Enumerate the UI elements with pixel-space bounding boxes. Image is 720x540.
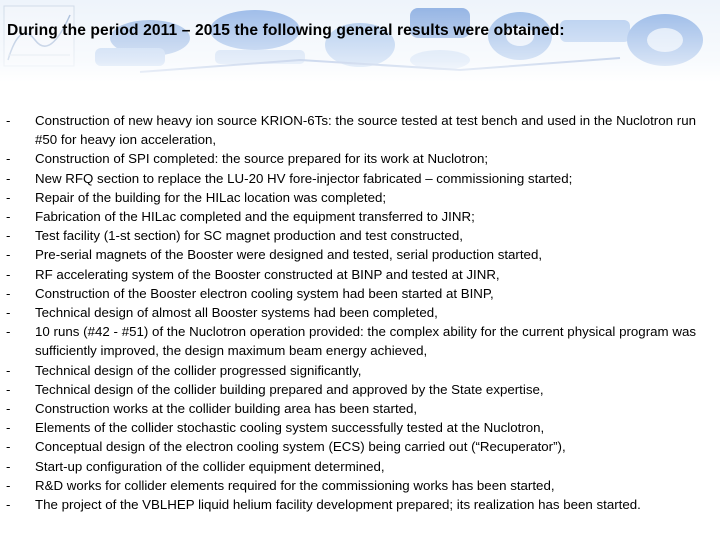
bullet-marker: -	[6, 266, 11, 282]
bullet-marker: -	[6, 305, 11, 321]
list-item	[6, 361, 696, 380]
list-item-text: Fabrication of the HILac completed and the equipment transferred to JINR;	[35, 209, 475, 225]
list-item	[6, 322, 696, 360]
bullet-marker: -	[6, 401, 11, 417]
bullet-marker: -	[6, 458, 11, 474]
list-item-text: R&D works for collider elements required for the commissioning works has been started,	[35, 477, 555, 493]
list-item	[6, 380, 696, 399]
list-item-text: Elements of the collider stochastic cooling system successfully tested at the Nuclotron,	[35, 420, 545, 436]
list-item	[6, 303, 696, 322]
results-list	[6, 111, 696, 514]
list-item	[6, 111, 696, 149]
header-banner	[0, 0, 720, 82]
list-item	[6, 188, 696, 207]
list-item-text: Technical design of the collider building prepared and approved by the State expertise,	[35, 381, 544, 397]
list-item-text: Technical design of almost all Booster systems had been completed,	[35, 305, 438, 321]
list-item	[6, 265, 696, 284]
list-item	[6, 207, 696, 226]
bullet-marker: -	[6, 381, 11, 397]
bullet-marker: -	[6, 420, 11, 436]
list-item	[6, 495, 696, 514]
bullet-marker: -	[6, 285, 11, 301]
list-item-text: Construction works at the collider building area has been started,	[35, 401, 418, 417]
list-item-text: Technical design of the collider progressed significantly,	[35, 362, 362, 378]
bullet-marker: -	[6, 324, 11, 340]
bullet-marker: -	[6, 497, 11, 513]
bullet-marker: -	[6, 477, 11, 493]
list-item-text: Test facility (1-st section) for SC magnet production and test constructed,	[35, 228, 463, 244]
bullet-marker: -	[6, 113, 11, 128]
list-item	[6, 245, 696, 264]
slide-title: During the period 2011 – 2015 the following general results were obtained:	[7, 22, 565, 39]
list-item-text: Conceptual design of the electron cooling system (ECS) being carried out (“Recuperator”),	[35, 439, 566, 455]
list-item-text: Pre-serial magnets of the Booster were designed and tested, serial production started,	[35, 247, 543, 263]
bullet-marker: -	[6, 247, 11, 263]
list-item	[6, 149, 696, 168]
list-item-text: Construction of SPI completed: the source prepared for its work at Nuclotron;	[35, 151, 489, 167]
list-item-text: Construction of the Booster electron cooling system had been started at BINP,	[35, 285, 494, 301]
bullet-marker: -	[6, 439, 11, 455]
list-item-text: RF accelerating system of the Booster constructed at BINP and tested at JINR,	[35, 266, 500, 282]
bullet-marker: -	[6, 170, 11, 186]
list-item	[6, 284, 696, 303]
bullet-marker: -	[6, 189, 11, 205]
bullet-marker: -	[6, 228, 11, 244]
list-item-text: 10 runs (#42 - #51) of the Nuclotron operation provided: the complex ability for the current physical program was sufficiently improved, the design maximum beam energy achieved,	[35, 324, 696, 359]
list-item	[6, 476, 696, 495]
list-item-text: Repair of the building for the HILac location was completed;	[35, 189, 387, 205]
bullet-marker: -	[6, 151, 11, 167]
list-item-text: Start-up configuration of the collider equipment determined,	[35, 458, 385, 474]
list-item-text: The project of the VBLHEP liquid helium facility development prepared; its realization has been started.	[35, 497, 641, 513]
list-item	[6, 437, 696, 456]
list-item	[6, 399, 696, 418]
bullet-marker: -	[6, 362, 11, 378]
bullet-marker: -	[6, 209, 11, 225]
list-item-text: Construction of new heavy ion source KRION-6Ts: the source tested at test bench and used in the Nuclotron run #50 for heavy ion acceleration,	[35, 113, 696, 148]
list-item	[6, 226, 696, 245]
list-item-text: New RFQ section to replace the LU-20 HV fore-injector fabricated – commissioning started;	[35, 170, 573, 186]
list-item	[6, 169, 696, 188]
accelerator-collage-graphic	[0, 0, 720, 82]
list-item	[6, 457, 696, 476]
list-item	[6, 418, 696, 437]
